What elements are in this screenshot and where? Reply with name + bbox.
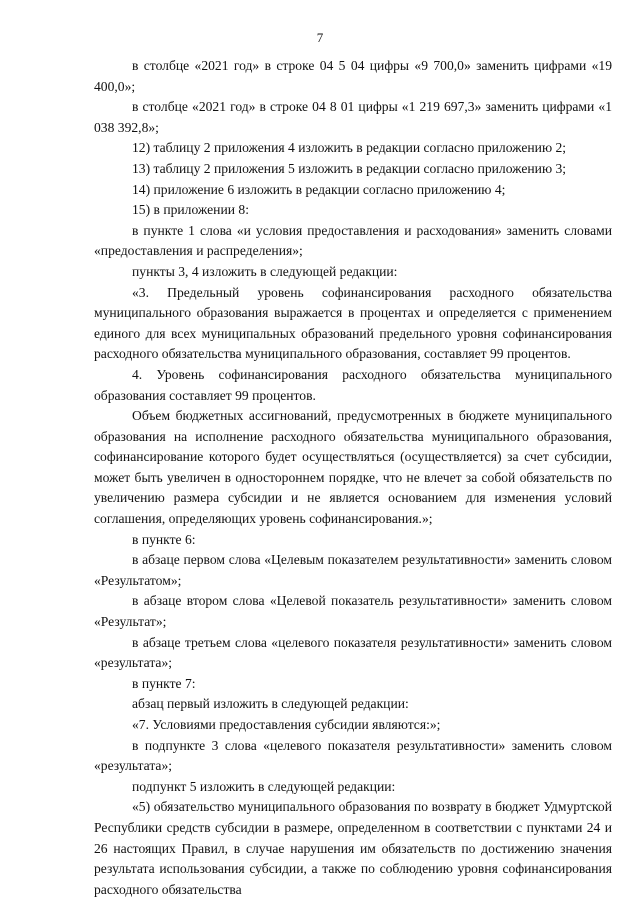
paragraph: «5) обязательство муниципального образования по возврату в бюджет Удмуртской Республики средств субсидии в размере, определенном в соответствии с пунктами 24 и 26 настоящих Правил, в случае нарушения им обязательств по достижению значения результата использования субсидии, а также по соблюдению уровня софинансирования расходного обязательства xyxy=(94,799,612,897)
paragraph: в пункте 7: xyxy=(132,675,196,691)
paragraph: в абзаце первом слова «Целевым показателем результативности» заменить словом «Результатом»; xyxy=(94,552,612,588)
paragraph: в пункте 1 слова «и условия предоставления и расходования» заменить словами «предоставления и распределения»; xyxy=(94,222,612,259)
paragraph: в абзаце третьем слова «целевого показателя результативности» заменить словом «результата»; xyxy=(94,634,612,671)
paragraph: «3. Предельный уровень софинансирования расходного обязательства муниципального образования выражается в процентах и определяется с применением единого для всех муниципальных образований предельного уровня софинансирования расходного обязательства муниципального образования, составляет 99 процентов. xyxy=(94,284,612,362)
paragraph: в пункте 6: xyxy=(132,531,196,547)
paragraph: в абзаце втором слова «Целевой показатель результативности» заменить словом «Результат»; xyxy=(94,593,612,630)
page-number: 7 xyxy=(316,30,324,45)
paragraph: абзац первый изложить в следующей редакции: xyxy=(132,696,409,712)
paragraph: 13) таблицу 2 приложения 5 изложить в редакции согласно приложению 3; xyxy=(132,160,567,176)
paragraph: Объем бюджетных ассигнований, предусмотренных в бюджете муниципального образования на исполнение расходного обязательства муниципального образования, софинансирование которого будет осуществляться (осуществляется) за счет субсидии, может быть увеличен в одностороннем порядке, что не влечет за собой обязательств по увеличению размера субсидии и не является основанием для изменения условий соглашения, определяющих уровень софинансирования.»; xyxy=(94,408,612,527)
paragraph: «7. Условиями предоставления субсидии являются:»; xyxy=(132,717,441,732)
paragraph: в столбце «2021 год» в строке 04 8 01 цифры «1 219 697,3» заменить цифрами «1 038 392,8»; xyxy=(94,99,612,135)
paragraph: в подпункте 3 слова «целевого показателя результативности» заменить словом «результата»; xyxy=(94,737,612,774)
paragraph: пункты 3, 4 изложить в следующей редакции: xyxy=(132,263,398,279)
paragraph: в столбце «2021 год» в строке 04 5 04 цифры «9 700,0» заменить цифрами «19 400,0»; xyxy=(94,58,612,94)
paragraph: 4. Уровень софинансирования расходного обязательства муниципального образования составляет 99 процентов. xyxy=(94,366,612,403)
document-body xyxy=(94,56,612,900)
paragraph: 12) таблицу 2 приложения 4 изложить в редакции согласно приложению 2; xyxy=(132,140,567,156)
paragraph: подпункт 5 изложить в следующей редакции: xyxy=(132,778,396,794)
paragraph: 15) в приложении 8: xyxy=(132,202,249,218)
paragraph: 14) приложение 6 изложить в редакции согласно приложению 4; xyxy=(132,181,506,197)
